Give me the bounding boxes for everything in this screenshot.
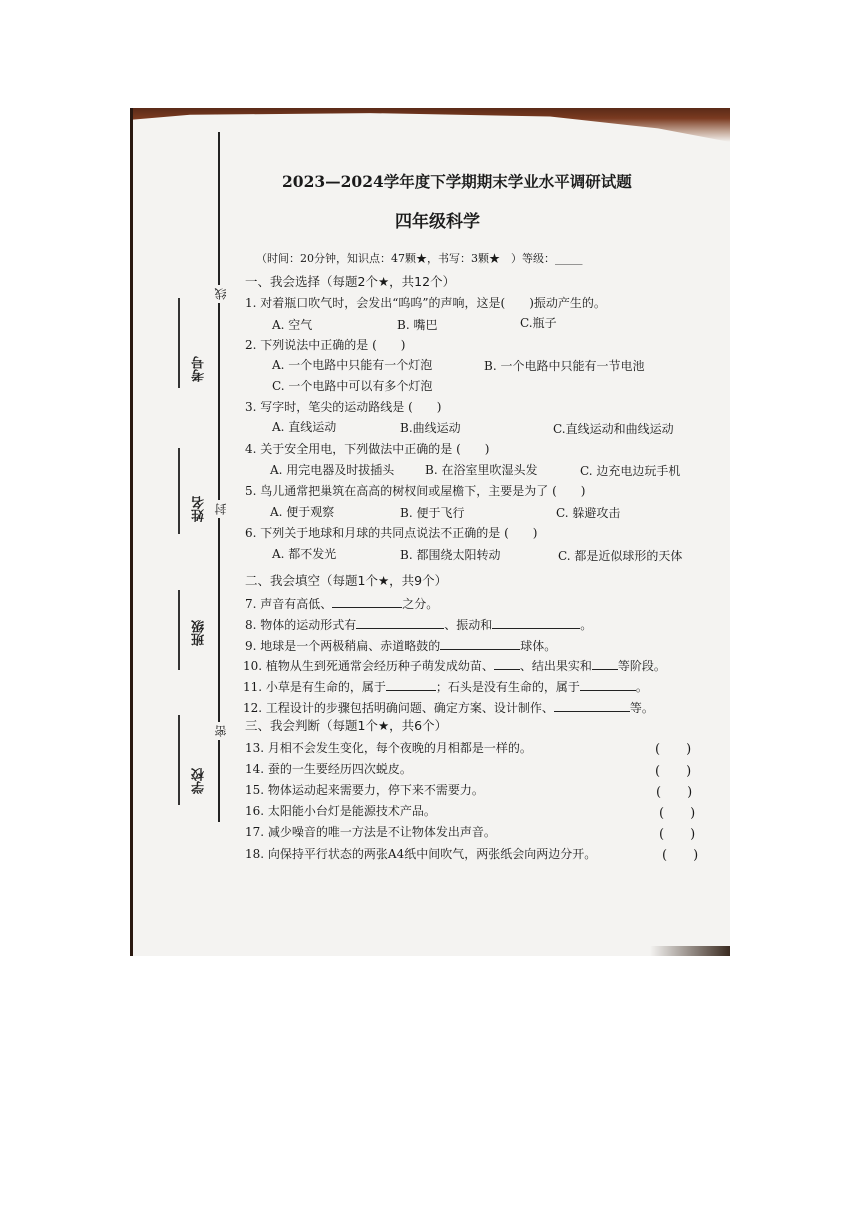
question-2-option-b[interactable]: B. 一个电路中只能有一节电池 bbox=[484, 359, 645, 373]
field-class-line bbox=[178, 590, 180, 670]
section-1-heading: 一、我会选择（每题2个★，共12个） bbox=[245, 274, 456, 289]
question-14: 14. 蚕的一生要经历四次蜕皮。 bbox=[245, 762, 412, 776]
question-13: 13. 月相不会发生变化，每个夜晚的月相都是一样的。 bbox=[245, 741, 532, 755]
question-5-option-b[interactable]: B. 便于飞行 bbox=[400, 506, 465, 520]
question-17-answer[interactable]: ( ) bbox=[659, 827, 696, 842]
question-2-option-c[interactable]: C. 一个电路中可以有多个灯泡 bbox=[272, 379, 433, 393]
seal-mark-secret: 密 bbox=[212, 722, 229, 740]
question-3-stem: 3. 写字时，笔尖的运动路线是 ( ) bbox=[245, 400, 442, 414]
question-1-stem: 1. 对着瓶口吹气时，会发出“呜呜”的声响，这是( )振动产生的。 bbox=[245, 296, 606, 310]
question-10-text-1: 10. 植物从生到死通常会经历种子萌发成幼苗、 bbox=[243, 659, 494, 673]
question-6-option-c[interactable]: C. 都是近似球形的天体 bbox=[558, 549, 683, 563]
question-11-text-1: 11. 小草是有生命的，属于 bbox=[243, 680, 386, 694]
question-4-option-a[interactable]: A. 用完电器及时拔插头 bbox=[270, 463, 395, 477]
exam-info-text: （时间：20分钟，知识点：47颗★，书写：3颗★ ）等级： bbox=[256, 252, 555, 265]
question-12-text-2: 等。 bbox=[629, 701, 654, 715]
question-3-option-a[interactable]: A. 直线运动 bbox=[272, 420, 337, 434]
grade-blank[interactable]: _____ bbox=[555, 252, 583, 265]
field-school-label: 学校 bbox=[192, 768, 207, 794]
field-exam-number-line bbox=[178, 298, 180, 388]
question-10 bbox=[243, 657, 666, 674]
question-10-blank-1[interactable] bbox=[494, 657, 520, 670]
question-7 bbox=[245, 595, 438, 612]
question-5-option-c[interactable]: C. 躲避攻击 bbox=[556, 506, 621, 520]
question-15: 15. 物体运动起来需要力，停下来不需要力。 bbox=[245, 783, 484, 797]
question-8-text-3: 。 bbox=[580, 618, 593, 632]
question-11-text-3: 。 bbox=[635, 680, 648, 694]
question-4-option-c[interactable]: C. 边充电边玩手机 bbox=[580, 464, 681, 478]
question-6-option-a[interactable]: A. 都不发光 bbox=[272, 547, 337, 561]
question-18-answer[interactable]: ( ) bbox=[662, 848, 699, 863]
section-3-heading: 三、我会判断（每题1个★，共6个） bbox=[245, 718, 448, 733]
question-9 bbox=[245, 637, 556, 654]
question-12-blank[interactable] bbox=[554, 699, 630, 712]
question-1-option-a[interactable]: A. 空气 bbox=[272, 318, 313, 332]
question-2-stem: 2. 下列说法中正确的是 ( ) bbox=[245, 338, 406, 352]
question-3-option-b[interactable]: B.曲线运动 bbox=[400, 421, 461, 435]
paper-left-edge bbox=[130, 108, 133, 956]
question-1-option-b[interactable]: B. 嘴巴 bbox=[397, 318, 438, 332]
field-name-label: 姓名 bbox=[192, 496, 207, 522]
photo-edge-shadow bbox=[130, 108, 730, 142]
question-8-blank-1[interactable] bbox=[356, 616, 444, 629]
field-name-line bbox=[178, 448, 180, 534]
seal-mark-line: 线 bbox=[212, 285, 229, 303]
question-15-answer[interactable]: ( ) bbox=[656, 785, 693, 800]
question-6-stem: 6. 下列关于地球和月球的共同点说法不正确的是 ( ) bbox=[245, 526, 538, 540]
question-1-option-c[interactable]: C.瓶子 bbox=[520, 316, 557, 330]
question-18: 18. 向保持平行状态的两张A4纸中间吹气，两张纸会向两边分开。 bbox=[245, 847, 597, 861]
question-9-blank[interactable] bbox=[440, 637, 520, 650]
question-5-stem: 5. 鸟儿通常把巢筑在高高的树杈间或屋檐下，主要是为了 ( ) bbox=[245, 484, 586, 498]
question-3-option-c[interactable]: C.直线运动和曲线运动 bbox=[553, 422, 674, 436]
question-17: 17. 减少噪音的唯一方法是不让物体发出声音。 bbox=[245, 825, 496, 839]
question-10-text-3: 等阶段。 bbox=[617, 659, 666, 673]
question-5-option-a[interactable]: A. 便于观察 bbox=[270, 505, 335, 519]
photo-bottom-shadow bbox=[650, 946, 730, 956]
seal-mark-seal: 封 bbox=[212, 500, 229, 518]
field-class-label: 班级 bbox=[192, 620, 207, 646]
section-2-heading: 二、我会填空（每题1个★，共9个） bbox=[245, 573, 448, 588]
question-11 bbox=[243, 678, 648, 695]
question-7-blank[interactable] bbox=[332, 595, 402, 608]
question-14-answer[interactable]: ( ) bbox=[655, 764, 692, 779]
exam-title: 2023—2024学年度下学期期末学业水平调研试题 bbox=[282, 172, 632, 191]
question-10-text-2: 、结出果实和 bbox=[519, 659, 592, 673]
question-10-blank-2[interactable] bbox=[592, 657, 618, 670]
question-9-text-2: 球体。 bbox=[520, 639, 557, 653]
question-4-option-b[interactable]: B. 在浴室里吹湿头发 bbox=[425, 463, 538, 477]
question-12-text-1: 12. 工程设计的步骤包括明确问题、确定方案、设计制作、 bbox=[243, 701, 554, 715]
question-6-option-b[interactable]: B. 都围绕太阳转动 bbox=[400, 548, 501, 562]
question-2-option-a[interactable]: A. 一个电路中只能有一个灯泡 bbox=[272, 358, 433, 372]
question-13-answer[interactable]: ( ) bbox=[655, 742, 692, 757]
question-16-answer[interactable]: ( ) bbox=[659, 806, 696, 821]
question-7-text-2: 之分。 bbox=[402, 597, 439, 611]
question-11-blank-1[interactable] bbox=[386, 678, 436, 691]
question-7-text-1: 7. 声音有高低、 bbox=[245, 597, 333, 611]
field-school-line bbox=[178, 715, 180, 805]
question-9-text-1: 9. 地球是一个两极稍扁、赤道略鼓的 bbox=[245, 639, 441, 653]
question-8-text-1: 8. 物体的运动形式有 bbox=[245, 618, 357, 632]
question-12 bbox=[243, 699, 654, 716]
question-4-stem: 4. 关于安全用电，下列做法中正确的是 ( ) bbox=[245, 442, 490, 456]
binding-line bbox=[218, 132, 220, 822]
question-8 bbox=[245, 616, 592, 633]
question-8-text-2: 、振动和 bbox=[444, 618, 493, 632]
question-16: 16. 太阳能小台灯是能源技术产品。 bbox=[245, 804, 436, 818]
exam-info bbox=[256, 251, 583, 267]
question-11-blank-2[interactable] bbox=[580, 678, 636, 691]
exam-subtitle: 四年级科学 bbox=[395, 212, 480, 232]
question-8-blank-2[interactable] bbox=[492, 616, 580, 629]
field-exam-number-label: 考号 bbox=[192, 356, 207, 382]
question-11-text-2: ；石头是没有生命的，属于 bbox=[435, 680, 580, 694]
